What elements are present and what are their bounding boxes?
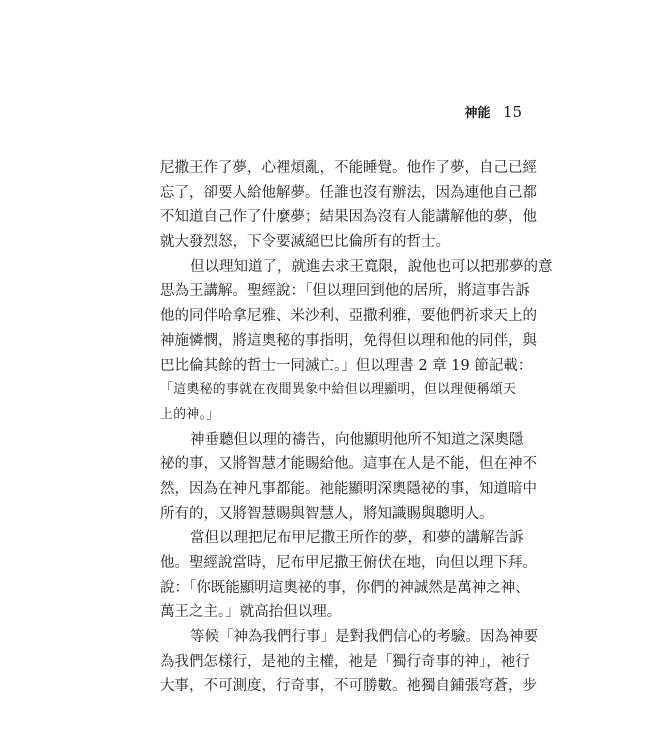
text-line: 神施憐憫，將這奧秘的事指明，免得但以理和他的同伴，與 <box>160 332 537 349</box>
text-line: 但以理知道了，就進去求王寬限，說他也可以把那夢的意 <box>190 258 553 275</box>
text-line: 忘了，卻要人給他解夢。任誰也沒有辦法，因為連他自己都 <box>160 184 537 201</box>
text-line: 為我們怎樣行，是祂的主權，祂是「獨行奇事的神」，祂行 <box>160 653 530 670</box>
text-line: 大事，不可測度，行奇事，不可勝數。祂獨自鋪張穹蒼，步 <box>160 678 537 695</box>
text-line: 「這奧秘的事就在夜間異象中給但以理顯明，但以理便稱頌天 <box>160 382 517 398</box>
text-line: 不知道自己作了什麼夢；結果因為沒有人能講解他的夢，他 <box>160 209 537 226</box>
text-line: 說：「你既能顯明這奧祕的事，你們的神誠然是萬神之神、 <box>160 579 530 596</box>
text-line: 神垂聽但以理的禱告，向他顯明他所不知道之深奧隱 <box>190 431 524 448</box>
text-line: 他。聖經說當時，尼布甲尼撒王俯伏在地，向但以理下拜。 <box>160 555 537 571</box>
text-line: 當但以理把尼布甲尼撒王所作的夢，和夢的講解告訴 <box>190 530 524 547</box>
body-text <box>160 156 553 699</box>
text-line: 萬王之主。」就高抬但以理。 <box>160 604 342 621</box>
chapter-title: 神能 <box>464 106 491 121</box>
running-head <box>464 102 522 121</box>
text-line: 他的同伴哈拿尼雅、米沙利、亞撒利雅，要他們祈求天上的 <box>160 308 537 325</box>
text-line: 上的神。」 <box>160 406 220 422</box>
text-line: 祕的事，又將智慧才能賜給他。這事在人是不能，但在神不 <box>160 456 537 473</box>
text-line: 等候「神為我們行事」是對我們信心的考驗。因為神要 <box>190 629 538 646</box>
text-line: 尼撒王作了夢，心裡煩亂，不能睡覺。他作了夢，自己已經 <box>160 160 537 176</box>
text-line: 巴比倫其餘的哲士一同滅亡。」但以理書 2 章 19 節記載： <box>160 357 533 374</box>
text-line: 然，因為在神凡事都能。祂能顯明深奧隱祕的事，知道暗中 <box>160 480 537 497</box>
text-line: 就大發烈怒，下令要滅絕巴比倫所有的哲士。 <box>160 234 450 251</box>
text-line: 所有的，又將智慧賜與智慧人，將知識賜與聰明人。 <box>160 505 494 522</box>
text-line: 思為王講解。聖經說：「但以理回到他的居所，將這事告訴 <box>160 283 530 300</box>
page-number: 15 <box>502 103 522 121</box>
